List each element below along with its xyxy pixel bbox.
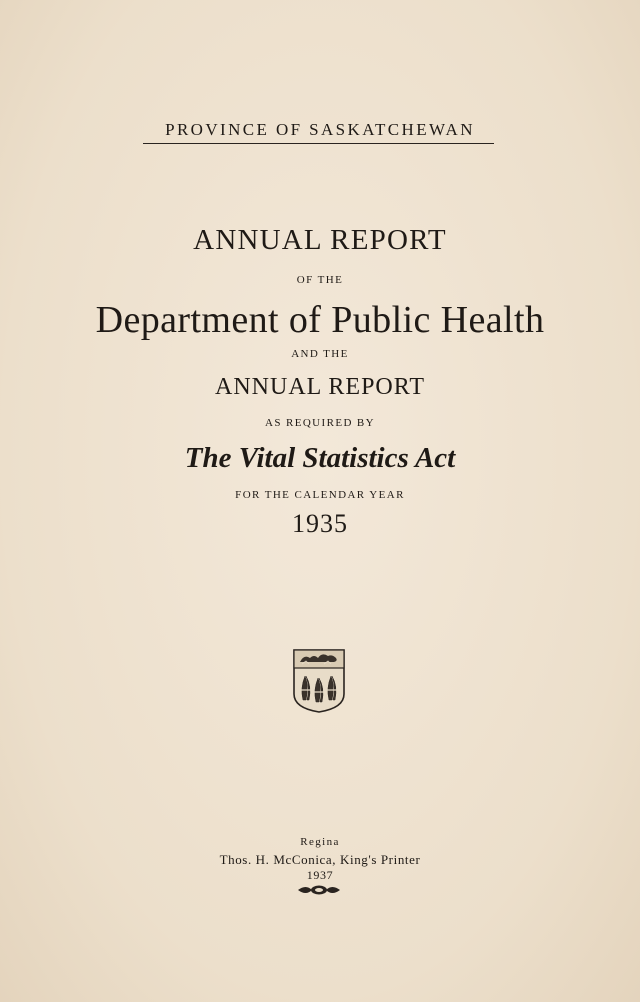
act-title: The Vital Statistics Act — [184, 442, 456, 474]
report-year: 1935 — [292, 509, 348, 538]
province-heading: PROVINCE OF SASKATCHEWAN — [165, 120, 475, 139]
for-calendar-year-text: FOR THE CALENDAR YEAR — [235, 489, 405, 501]
imprint-year: 1937 — [306, 868, 334, 882]
coat-of-arms-icon — [292, 648, 346, 714]
heading-rule — [143, 143, 494, 144]
annual-report-heading: ANNUAL REPORT — [193, 224, 447, 256]
annual-report-heading-2: ANNUAL REPORT — [214, 374, 425, 400]
imprint-place: Regina — [300, 836, 340, 848]
as-required-by-text: AS REQUIRED BY — [264, 417, 376, 429]
of-the-text: OF THE — [296, 274, 344, 286]
and-the-text: AND THE — [291, 348, 349, 360]
imprint-printer: Thos. H. McConica, King's Printer — [219, 852, 421, 867]
department-title: Department of Public Health — [95, 299, 545, 341]
printer-ornament-icon — [297, 884, 341, 896]
